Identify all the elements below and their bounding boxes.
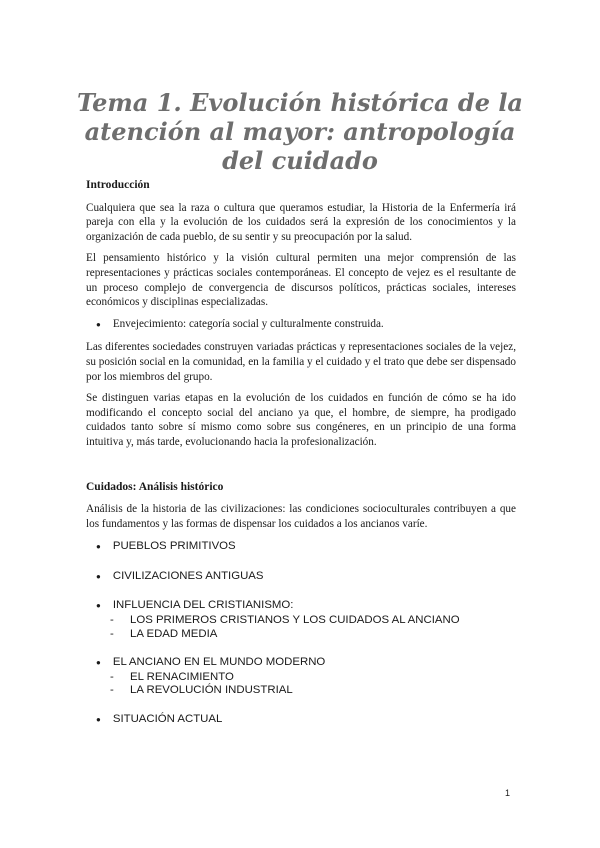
page-number: 1 [505,788,511,798]
list-item [96,655,516,698]
intro-paragraph-1: Cualquiera que sea la raza o cultura que queramos estudiar, la Historia de la Enfermería irá pareja con ella y la evolución de los cuidados será la expresión de los conocimientos y la organización de cada pueblo, de su sentir y su preocupación por la salud. [86,201,516,243]
list-item [96,598,516,641]
bullet-icon: ● [96,601,101,611]
intro-paragraph-4: Se distinguen varias etapas en la evolución de los cuidados en función de cómo se ha ido modificando el concepto social del anciano ya que, el hombre, de siempre, ha prodigado cuidados tanto sobre sí mismo como sobre sus congéneres, en un principio de una forma intuitiva y, más tarde, evolucionando hacia la profesionalización. [86,392,516,448]
list-item-label: PUEBLOS PRIMITIVOS [112,540,236,553]
bullet-icon: ● [96,571,101,581]
sub-list-item [110,671,516,685]
sub-list-item [110,684,516,698]
document-title: Tema 1. Evolución histórica de la atención al mayor: antropología del cuidado [77,88,523,175]
bullet-icon: ● [96,542,101,552]
sub-list-item-label: EL RENACIMIENTO [130,670,234,683]
list-item [96,539,516,555]
list-item-label: INFLUENCIA DEL CRISTIANISMO: [112,599,294,612]
intro-bullet [96,317,516,333]
cuidados-heading: Cuidados: Análisis histórico [86,480,224,493]
list-item-label: CIVILIZACIONES ANTIGUAS [112,569,264,582]
sub-list-item [110,614,516,628]
list-item [96,569,516,585]
sub-list [96,614,516,641]
intro-paragraph-2: El pensamiento histórico y la visión cultural permiten una mejor comprensión de las representaciones y prácticas sociales contemporáneas. El concepto de vejez es el resultante de un proceso complejo de convergencia de discursos políticos, prácticas sociales, intereses económicos y disciplinas especializadas. [86,252,516,309]
dash-icon: - [110,627,114,640]
list-item [96,712,516,728]
sub-list-item-label: LA REVOLUCIÓN INDUSTRIAL [130,684,293,697]
document-body [86,178,516,741]
sub-list [96,671,516,698]
list-item-label: EL ANCIANO EN EL MUNDO MODERNO [112,656,326,669]
dash-icon: - [110,614,114,627]
bullet-icon: ● [96,319,101,329]
intro-bullet-text: Envejecimiento: categoría social y culturalmente construida. [112,317,384,330]
sub-list-item-label: LOS PRIMEROS CRISTIANOS Y LOS CUIDADOS AL ANCIANO [130,614,460,627]
cuidados-list [86,539,516,727]
dash-icon: - [110,670,114,683]
dash-icon: - [110,684,114,697]
list-item-label: SITUACIÓN ACTUAL [112,712,223,725]
bullet-icon: ● [96,658,101,668]
intro-paragraph-3: Las diferentes sociedades construyen variadas prácticas y representaciones sociales de la vejez, su posición social en la comunidad, en la familia y el cuidado y el trato que debe ser dispensado por los miembros del grupo. [86,341,516,383]
sub-list-item-label: LA EDAD MEDIA [130,627,218,640]
intro-heading: Introducción [86,179,150,191]
bullet-icon: ● [96,714,101,724]
sub-list-item [110,628,516,642]
cuidados-paragraph: Análisis de la historia de las civilizaciones: las condiciones socioculturales contribuyen a que los fundamentos y las formas de dispensar los cuidados a los ancianos varíe. [86,503,516,530]
